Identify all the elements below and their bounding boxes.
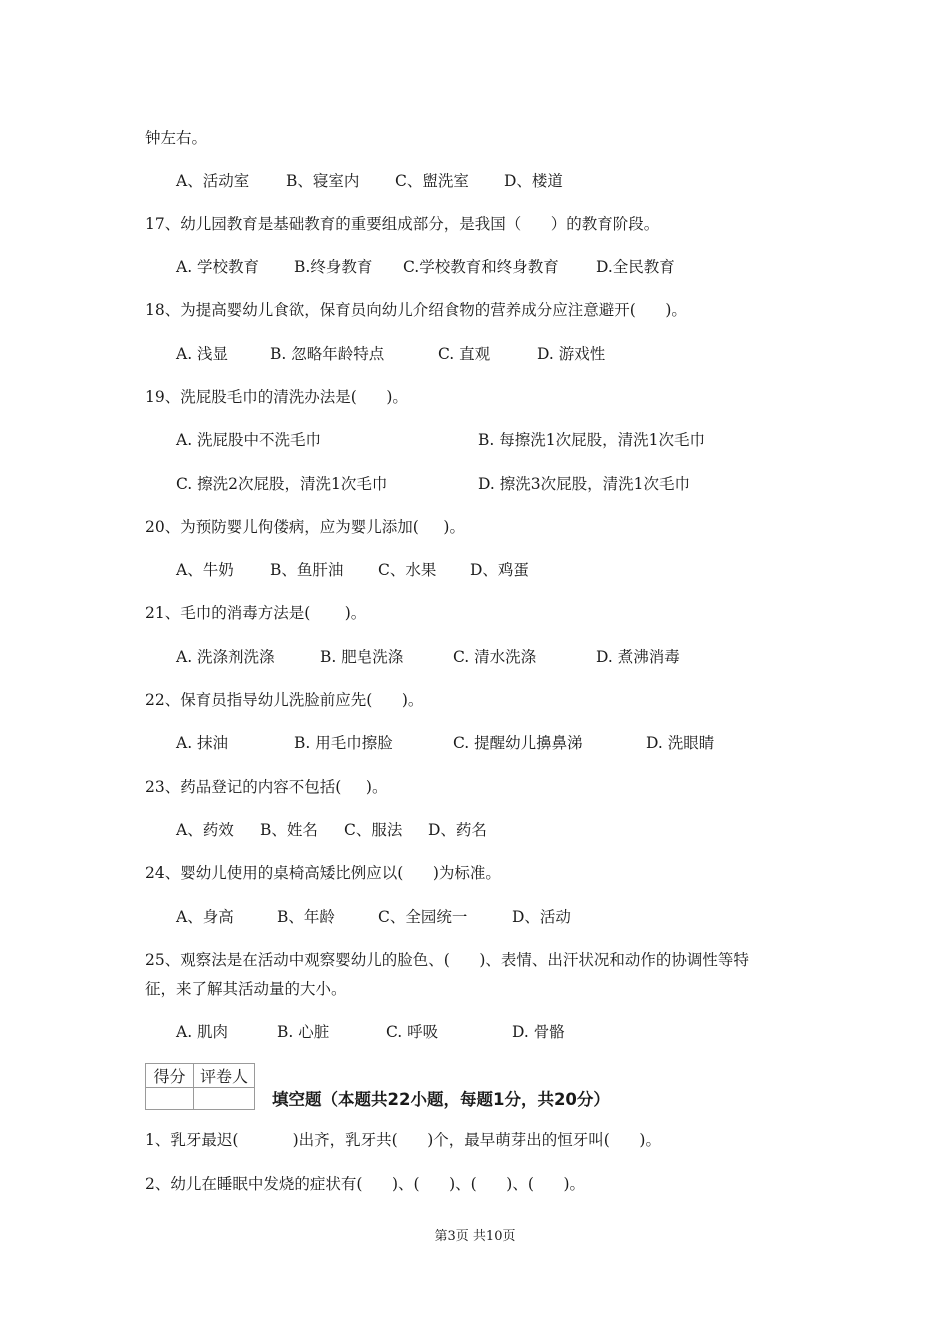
question-continuation: 钟左右。 [145, 129, 208, 147]
option-b: B. 忽略年龄特点 [270, 345, 385, 363]
question-20: 20、为预防婴儿佝偻病，应为婴儿添加( )。 [145, 518, 465, 536]
question-18: 18、为提高婴幼儿食欲，保育员向幼儿介绍食物的营养成分应注意避开( )。 [145, 301, 687, 319]
option-a: A. 洗涤剂洗涤 [176, 648, 275, 666]
option-c: C. 清水洗涤 [453, 648, 537, 666]
grader-cell [194, 1088, 255, 1110]
option-d: D、活动 [512, 908, 571, 926]
option-c: C、全园统一 [378, 908, 468, 926]
option-b: B、姓名 [260, 821, 318, 839]
question-19: 19、洗屁股毛巾的清洗办法是( )。 [145, 388, 408, 406]
question-21: 21、毛巾的消毒方法是( )。 [145, 604, 367, 622]
option-a: A. 肌肉 [176, 1023, 229, 1041]
option-a: A. 浅显 [176, 345, 229, 363]
question-22: 22、保育员指导幼儿洗脸前应先( )。 [145, 691, 424, 709]
question-25: 25、观察法是在活动中观察婴幼儿的脸色、( )、表情、出汗状况和动作的协调性等特 [145, 951, 749, 969]
section-title: 填空题（本题共22小题，每题1分，共20分） [272, 1090, 610, 1109]
option-d: D. 煮沸消毒 [596, 648, 680, 666]
option-a: A、活动室 [176, 172, 250, 190]
question-25-continuation: 征，来了解其活动量的大小。 [145, 980, 347, 998]
option-d: D.全民教育 [596, 258, 675, 276]
option-d: D、楼道 [504, 172, 563, 190]
option-b: B、寝室内 [286, 172, 360, 190]
option-b: B.终身教育 [294, 258, 373, 276]
option-b: B. 每擦洗1次屁股，清洗1次毛巾 [478, 431, 705, 449]
score-cell [146, 1088, 194, 1110]
option-a: A. 抹油 [176, 734, 229, 752]
score-header: 得分 [146, 1064, 194, 1088]
fill-question-2: 2、幼儿在睡眠中发烧的症状有( )、( )、( )、( )。 [145, 1175, 585, 1193]
option-c: C. 直观 [438, 345, 491, 363]
option-b: B. 肥皂洗涤 [320, 648, 404, 666]
option-c: C、服法 [344, 821, 403, 839]
option-a: A. 洗屁股中不洗毛巾 [176, 431, 322, 449]
option-c: C. 擦洗2次屁股，清洗1次毛巾 [176, 475, 388, 493]
option-c: C. 呼吸 [386, 1023, 439, 1041]
question-17: 17、幼儿园教育是基础教育的重要组成部分，是我国（ ）的教育阶段。 [145, 215, 660, 233]
option-d: D、药名 [428, 821, 487, 839]
option-d: D. 洗眼睛 [646, 734, 715, 752]
option-c: C、水果 [378, 561, 437, 579]
option-b: B. 用毛巾擦脸 [294, 734, 393, 752]
option-a: A、身高 [176, 908, 234, 926]
option-b: B. 心脏 [277, 1023, 330, 1041]
option-a: A. 学校教育 [176, 258, 260, 276]
fill-question-1: 1、乳牙最迟( )出齐，乳牙共( )个，最早萌芽出的恒牙叫( )。 [145, 1131, 661, 1149]
page-footer: 第3页 共10页 [434, 1229, 516, 1244]
option-a: A、药效 [176, 821, 234, 839]
option-d: D. 骨骼 [512, 1023, 565, 1041]
option-b: B、鱼肝油 [270, 561, 344, 579]
option-d: D. 游戏性 [537, 345, 606, 363]
option-a: A、牛奶 [176, 561, 234, 579]
option-d: D. 擦洗3次屁股，清洗1次毛巾 [478, 475, 690, 493]
option-d: D、鸡蛋 [470, 561, 529, 579]
option-c: C、盥洗室 [395, 172, 469, 190]
question-24: 24、婴幼儿使用的桌椅高矮比例应以( )为标准。 [145, 864, 501, 882]
option-b: B、年龄 [277, 908, 335, 926]
option-c: C.学校教育和终身教育 [403, 258, 559, 276]
question-23: 23、药品登记的内容不包括( )。 [145, 778, 388, 796]
option-c: C. 提醒幼儿擤鼻涕 [453, 734, 583, 752]
grader-header: 评卷人 [194, 1064, 255, 1088]
score-table [145, 1063, 255, 1110]
